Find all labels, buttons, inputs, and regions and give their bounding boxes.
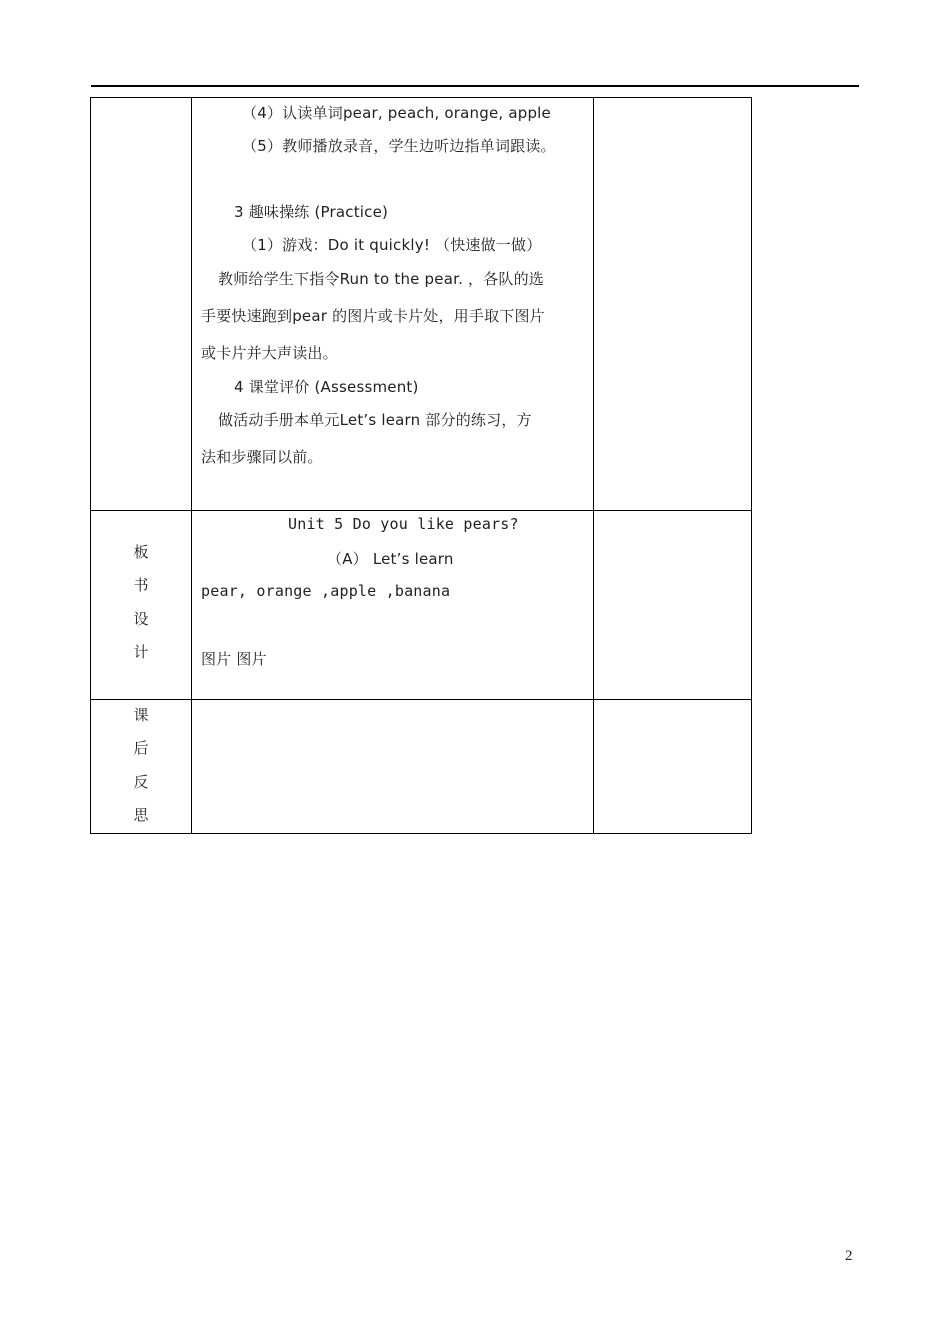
board-label-char: 设: [133, 610, 149, 628]
teaching-process-row: [91, 98, 752, 511]
board-pictures: 图片 图片: [201, 650, 267, 668]
board-words: pear, orange ,apple ,banana: [201, 582, 451, 600]
section-practice: 3 趣味操练 (Practice): [234, 203, 389, 221]
board-design-label-cell: [91, 511, 192, 700]
game-instruction-line2: 手要快速跑到pear 的图片或卡片处，用手取下图片: [201, 307, 545, 325]
board-title: Unit 5 Do you like pears?: [288, 515, 519, 533]
notes-cell: [594, 98, 752, 511]
reflection-row: [91, 700, 752, 834]
row-label-cell: [91, 98, 192, 511]
reflection-label-char: 课: [133, 706, 149, 724]
game-instruction-line3: 或卡片并大声读出。: [201, 344, 338, 362]
step-read-words: （4）认读单词pear, peach, orange, apple: [242, 104, 551, 122]
reflection-label-cell: [91, 700, 192, 834]
reflection-content-cell: [192, 700, 594, 834]
board-label-char: 书: [133, 576, 149, 594]
step-play-recording: （5）教师播放录音，学生边听边指单词跟读。: [242, 137, 556, 155]
teaching-process-cell: [192, 98, 594, 511]
board-label-char: 计: [133, 643, 149, 661]
page-number: 2: [845, 1248, 853, 1264]
step-game: （1）游戏：Do it quickly! （快速做一做）: [242, 236, 542, 254]
header-rule: [91, 85, 859, 87]
assessment-line2: 法和步骤同以前。: [201, 448, 323, 466]
board-subtitle: （A） Let’s learn: [327, 550, 454, 568]
board-design-row: [91, 511, 752, 700]
board-notes-cell: [594, 511, 752, 700]
game-instruction-line1: 教师给学生下指令Run to the pear. ，各队的选: [218, 270, 545, 288]
reflection-label-char: 反: [133, 773, 149, 791]
section-assessment: 4 课堂评价 (Assessment): [234, 378, 419, 396]
reflection-label-char: 后: [133, 739, 149, 757]
reflection-notes-cell: [594, 700, 752, 834]
board-design-cell: [192, 511, 594, 700]
lesson-plan-table: [90, 97, 752, 834]
reflection-label-char: 思: [133, 806, 149, 824]
assessment-line1: 做活动手册本单元Let’s learn 部分的练习，方: [218, 411, 532, 429]
board-label-char: 板: [133, 543, 149, 561]
